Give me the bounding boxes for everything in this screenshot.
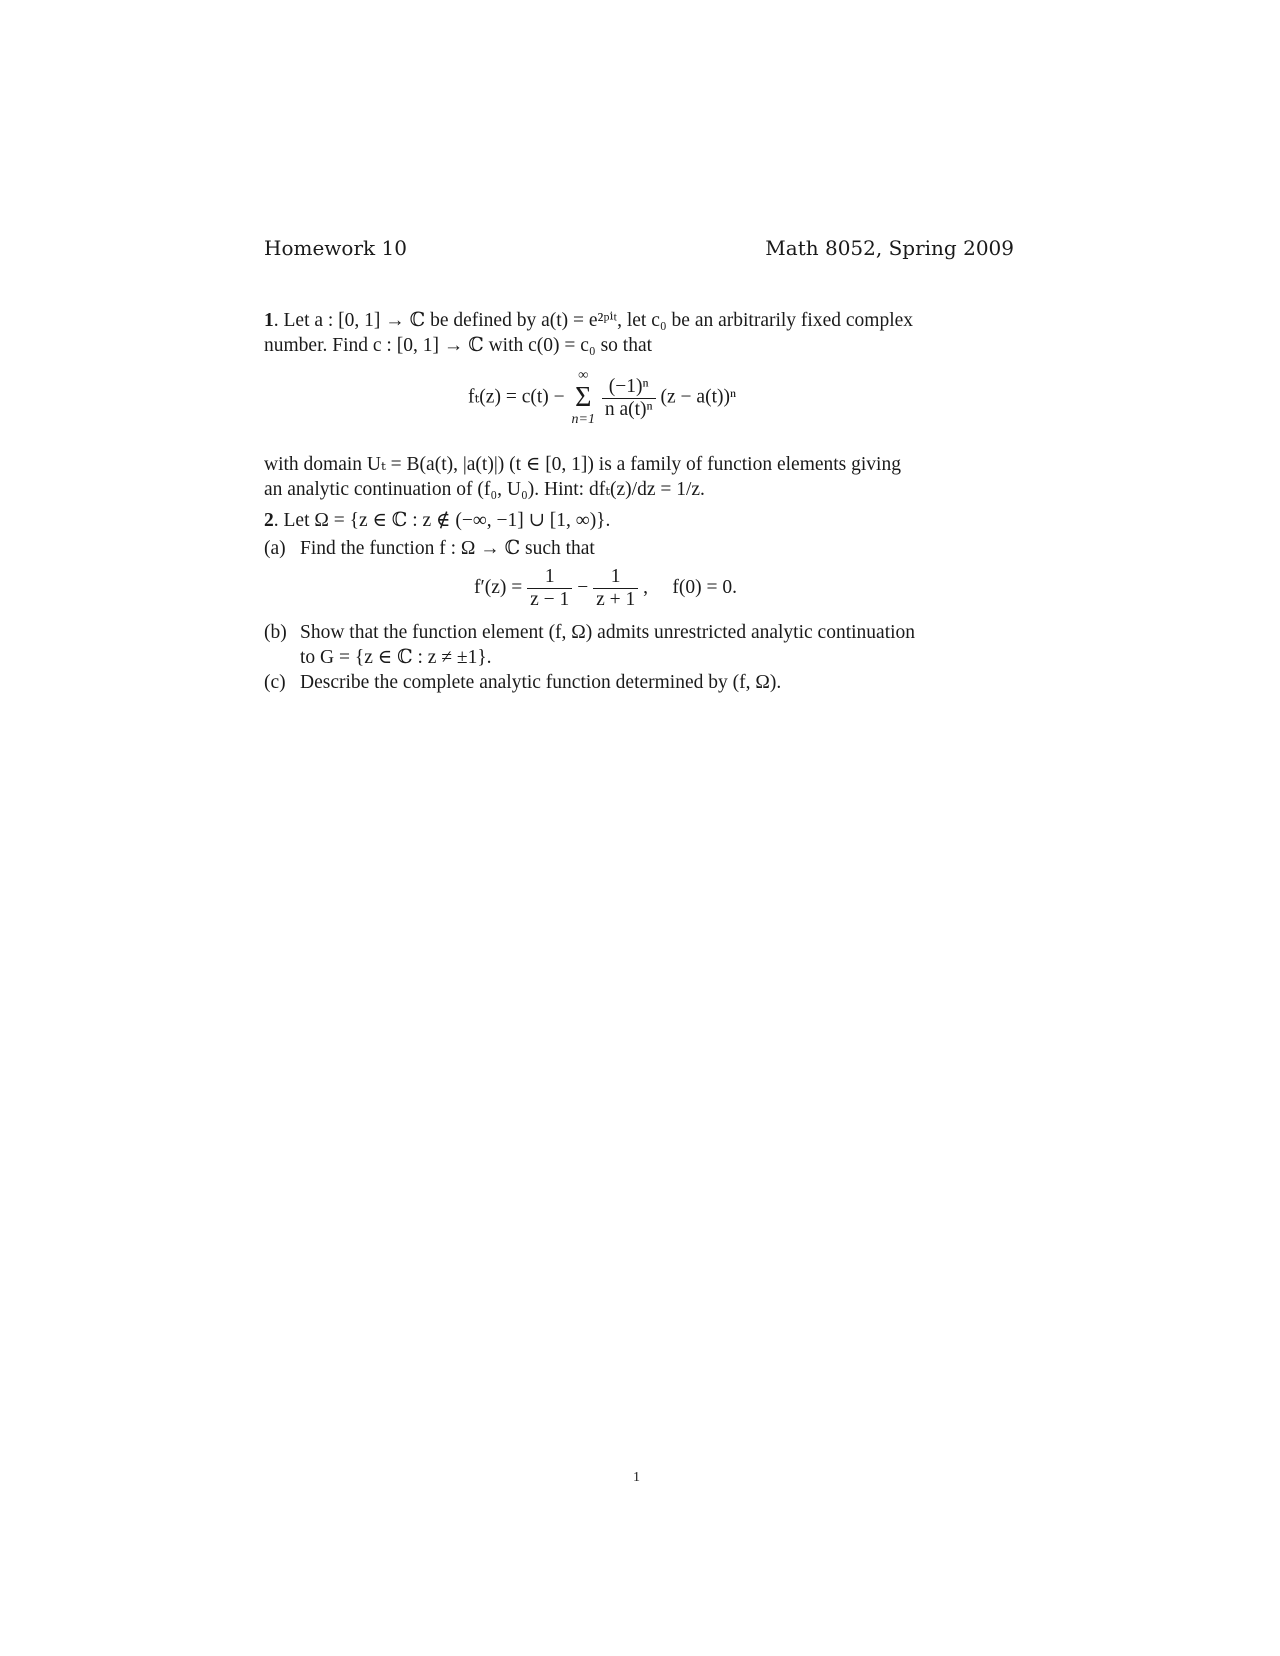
fraction-numerator: (−1)ⁿ bbox=[602, 376, 656, 399]
problem-2-number: 2 bbox=[264, 510, 274, 531]
item-a-text: Find the function f : Ω → ℂ such that bbox=[300, 538, 595, 559]
problem-2c bbox=[264, 670, 1014, 695]
fraction-denominator: n a(t)ⁿ bbox=[604, 398, 653, 420]
item-b-line2: to G = {z ∈ ℂ : z ≠ ±1}. bbox=[300, 647, 492, 668]
item-c-label: (c) bbox=[264, 672, 286, 693]
minus-sign: − bbox=[577, 576, 589, 598]
initial-condition: , f(0) = 0. bbox=[643, 576, 737, 598]
problem-1-line1: . Let a : [0, 1] → ℂ be defined by a(t) = e²ᵖⁱᵗ, let c₀ be an arbitrarily fixed complex bbox=[273, 310, 914, 331]
sigma-symbol: Σ bbox=[575, 382, 592, 413]
page-number: 1 bbox=[633, 1470, 640, 1485]
sum-upper-limit: ∞ bbox=[578, 368, 589, 383]
problem-1-number: 1 bbox=[264, 310, 274, 331]
formula-lhs: fₜ(z) = c(t) − bbox=[468, 386, 565, 408]
fraction-2 bbox=[593, 566, 638, 611]
problem-2b bbox=[264, 620, 1014, 670]
item-c-text: Describe the complete analytic function determined by (f, Ω). bbox=[300, 672, 782, 693]
formula-rhs: (z − a(t))ⁿ bbox=[660, 386, 737, 408]
sum-lower-limit: n=1 bbox=[571, 412, 595, 427]
item-b-label: (b) bbox=[264, 622, 287, 643]
problem-2-intro-text: . Let Ω = {z ∈ ℂ : z ∉ (−∞, −1] ∪ [1, ∞)}. bbox=[273, 510, 611, 531]
problem-2-intro bbox=[264, 508, 1014, 533]
fraction-2-denominator: z + 1 bbox=[596, 589, 636, 610]
problem-2-formula bbox=[474, 566, 737, 611]
problem-1-after bbox=[264, 452, 1014, 502]
header-left: Homework 10 bbox=[264, 236, 407, 260]
summation-operator bbox=[572, 368, 595, 428]
problem-1-formula bbox=[468, 368, 736, 428]
problem-2a bbox=[264, 536, 1014, 561]
problem-1-line2: number. Find c : [0, 1] → ℂ with c(0) = c₀ so that bbox=[264, 335, 653, 356]
fraction-1 bbox=[527, 566, 572, 611]
header-right: Math 8052, Spring 2009 bbox=[765, 236, 1014, 260]
derivative-lhs: f′(z) = bbox=[474, 576, 523, 598]
fraction-2-numerator: 1 bbox=[593, 566, 638, 589]
problem-1-after-line1: with domain Uₜ = B(a(t), |a(t)|) (t ∈ [0, 1]) is a family of function elements giving bbox=[264, 454, 901, 475]
fraction-1-denominator: z − 1 bbox=[530, 589, 570, 610]
item-a-label: (a) bbox=[264, 538, 286, 559]
problem-1-after-line2: an analytic continuation of (f₀, U₀). Hint: dfₜ(z)/dz = 1/z. bbox=[264, 479, 705, 500]
item-b-line1: Show that the function element (f, Ω) admits unrestricted analytic continuation bbox=[300, 622, 916, 643]
series-fraction bbox=[602, 376, 656, 421]
problem-1-intro bbox=[264, 308, 1014, 358]
fraction-1-numerator: 1 bbox=[527, 566, 572, 589]
